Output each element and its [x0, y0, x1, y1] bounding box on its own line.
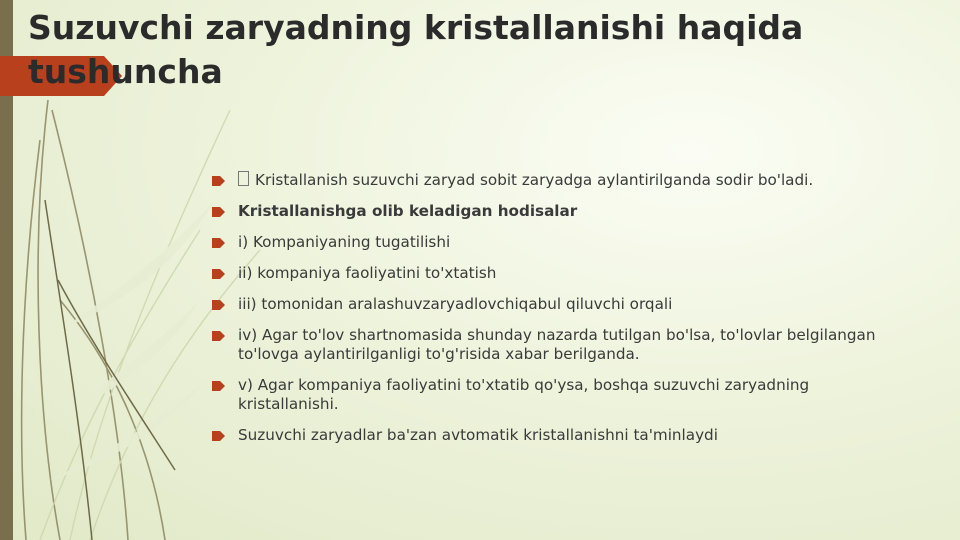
slide-title: Suzuvchi zaryadning kristallanishi haqida tushuncha: [28, 8, 804, 91]
arrow-bullet-icon: [212, 176, 225, 186]
bullet-text: Kristallanishga olib keladigan hodisalar: [238, 202, 578, 220]
bullet-text: ii) kompaniya faoliyatini to'xtatish: [238, 264, 497, 282]
bullet-item: [212, 233, 912, 252]
bullet-item: [212, 295, 912, 314]
arrow-bullet-icon: [212, 431, 225, 441]
bullet-text: Kristallanish suzuvchi zaryad sobit zaryadga aylantirilganda sodir bo'ladi.: [255, 171, 814, 189]
bullet-item: [212, 171, 912, 190]
arrow-bullet-icon: [212, 381, 225, 391]
arrow-bullet-icon: [212, 238, 225, 248]
arrow-bullet-icon: [212, 300, 225, 310]
bullet-text: v) Agar kompaniya faoliyatini to'xtatib qo'ysa, boshqa suzuvchi zaryadning kristallanishi.: [238, 376, 810, 413]
bullet-item: [212, 326, 912, 364]
bullet-text: iv) Agar to'lov shartnomasida shunday nazarda tutilgan bo'lsa, to'lovlar belgilangan to'lovga aylantirilganligi to'g'risida xabar berilganda.: [238, 326, 876, 363]
bullet-item: [212, 202, 912, 221]
bullet-item: [212, 264, 912, 283]
arrow-bullet-icon: [212, 331, 225, 341]
arrow-bullet-icon: [212, 207, 225, 217]
bullet-list: [212, 171, 912, 457]
arrow-bullet-icon: [212, 269, 225, 279]
bullet-item: [212, 376, 912, 414]
bullet-text: iii) tomonidan aralashuvzaryadlovchiqabul qiluvchi orqali: [238, 295, 673, 313]
bullet-item: [212, 426, 912, 445]
bullet-text: Suzuvchi zaryadlar ba'zan avtomatik kristallanishni ta'minlaydi: [238, 426, 718, 444]
bullet-text: i) Kompaniyaning tugatilishi: [238, 233, 451, 251]
missing-glyph-icon: [238, 171, 249, 186]
